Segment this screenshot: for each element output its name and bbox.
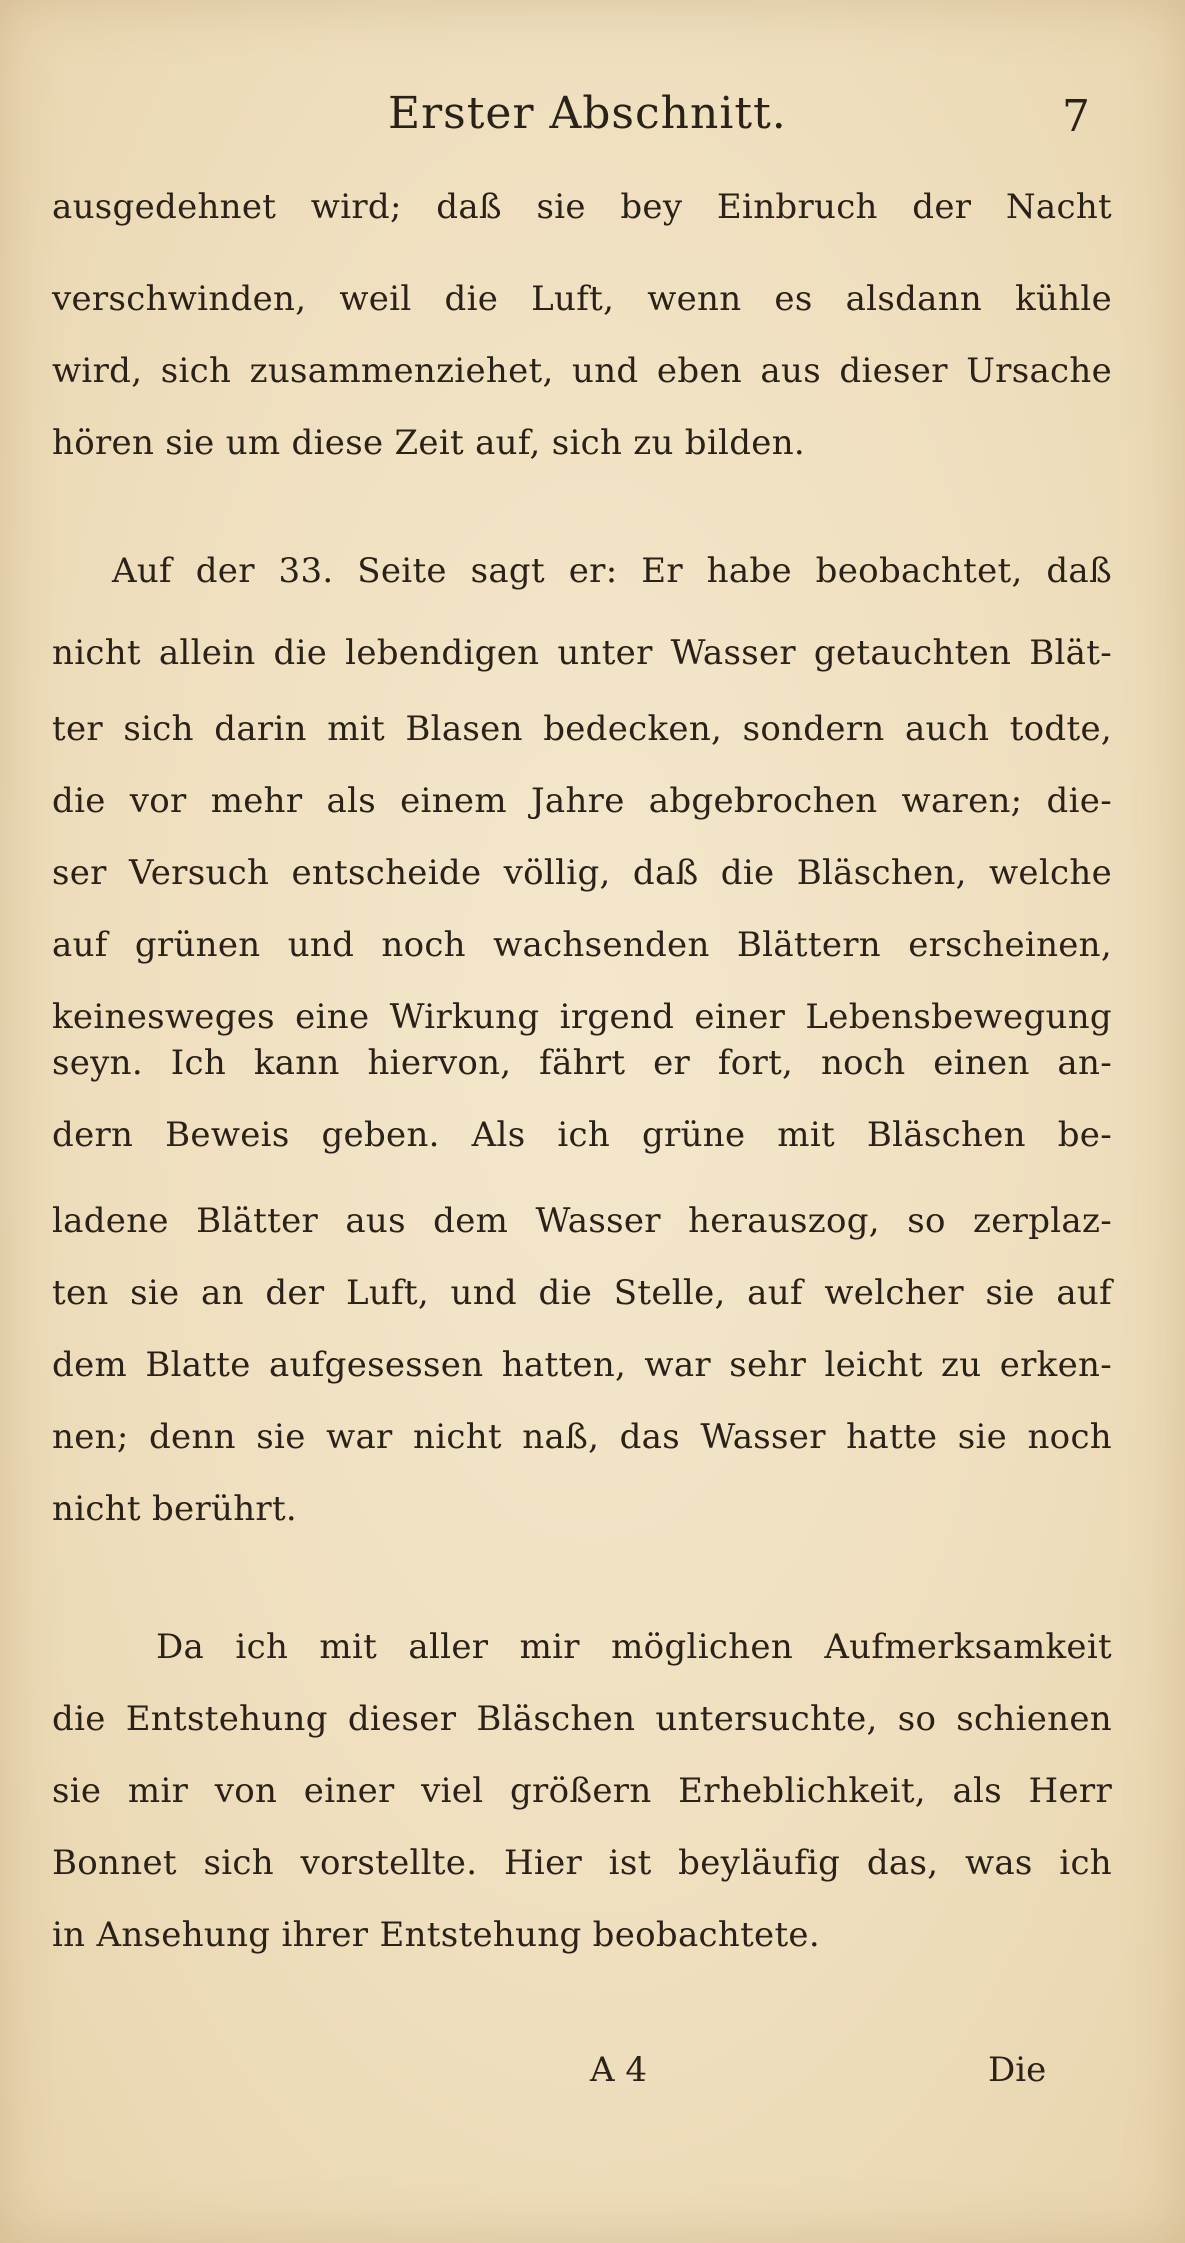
text-line: nen; denn sie war nicht naß, das Wasser hatte sie noch xyxy=(52,1417,1112,1457)
text-line: Da ich mit aller mir möglichen Aufmerksamkeit xyxy=(156,1627,1112,1667)
text-line: Auf der 33. Seite sagt er: Er habe beobachtet, daß xyxy=(112,551,1112,591)
text-line: auf grünen und noch wachsenden Blättern erscheinen, xyxy=(52,925,1112,965)
text-line: ten sie an der Luft, und die Stelle, auf welcher sie auf xyxy=(52,1273,1112,1313)
running-head: Erster Abschnitt. xyxy=(388,88,787,139)
text-line: hören sie um diese Zeit auf, sich zu bilden. xyxy=(52,423,806,463)
text-line: sie mir von einer viel größern Erheblichkeit, als Herr xyxy=(52,1771,1112,1811)
text-line: keinesweges eine Wirkung irgend einer Lebensbewegung xyxy=(52,997,1112,1037)
text-line: seyn. Ich kann hiervon, fährt er fort, noch einen an- xyxy=(52,1043,1112,1083)
page-number: 7 xyxy=(1062,91,1090,142)
text-line: dern Beweis geben. Als ich grüne mit Bläschen be- xyxy=(52,1115,1112,1155)
text-line: nicht allein die lebendigen unter Wasser getauchten Blät- xyxy=(52,633,1112,673)
text-line: wird, sich zusammenziehet, und eben aus dieser Ursache xyxy=(52,351,1112,391)
text-line: in Ansehung ihrer Entstehung beobachtete. xyxy=(52,1915,820,1955)
text-line: ser Versuch entscheide völlig, daß die Bläschen, welche xyxy=(52,853,1112,893)
catchword: Die xyxy=(988,2050,1047,2090)
text-line: ladene Blätter aus dem Wasser herauszog, so zerplaz- xyxy=(52,1201,1112,1241)
text-line: nicht berührt. xyxy=(52,1489,298,1529)
text-line: die vor mehr als einem Jahre abgebrochen waren; die- xyxy=(52,781,1112,821)
text-line: dem Blatte aufgesessen hatten, war sehr leicht zu erken- xyxy=(52,1345,1112,1385)
text-line: die Entstehung dieser Bläschen untersuchte, so schienen xyxy=(52,1699,1112,1739)
text-line: ausgedehnet wird; daß sie bey Einbruch der Nacht xyxy=(52,187,1112,227)
text-line: verschwinden, weil die Luft, wenn es alsdann kühle xyxy=(52,279,1112,319)
text-line: ter sich darin mit Blasen bedecken, sondern auch todte, xyxy=(52,709,1112,749)
signature-mark: A 4 xyxy=(590,2050,647,2090)
text-line: Bonnet sich vorstellte. Hier ist beyläufig das, was ich xyxy=(52,1843,1112,1883)
